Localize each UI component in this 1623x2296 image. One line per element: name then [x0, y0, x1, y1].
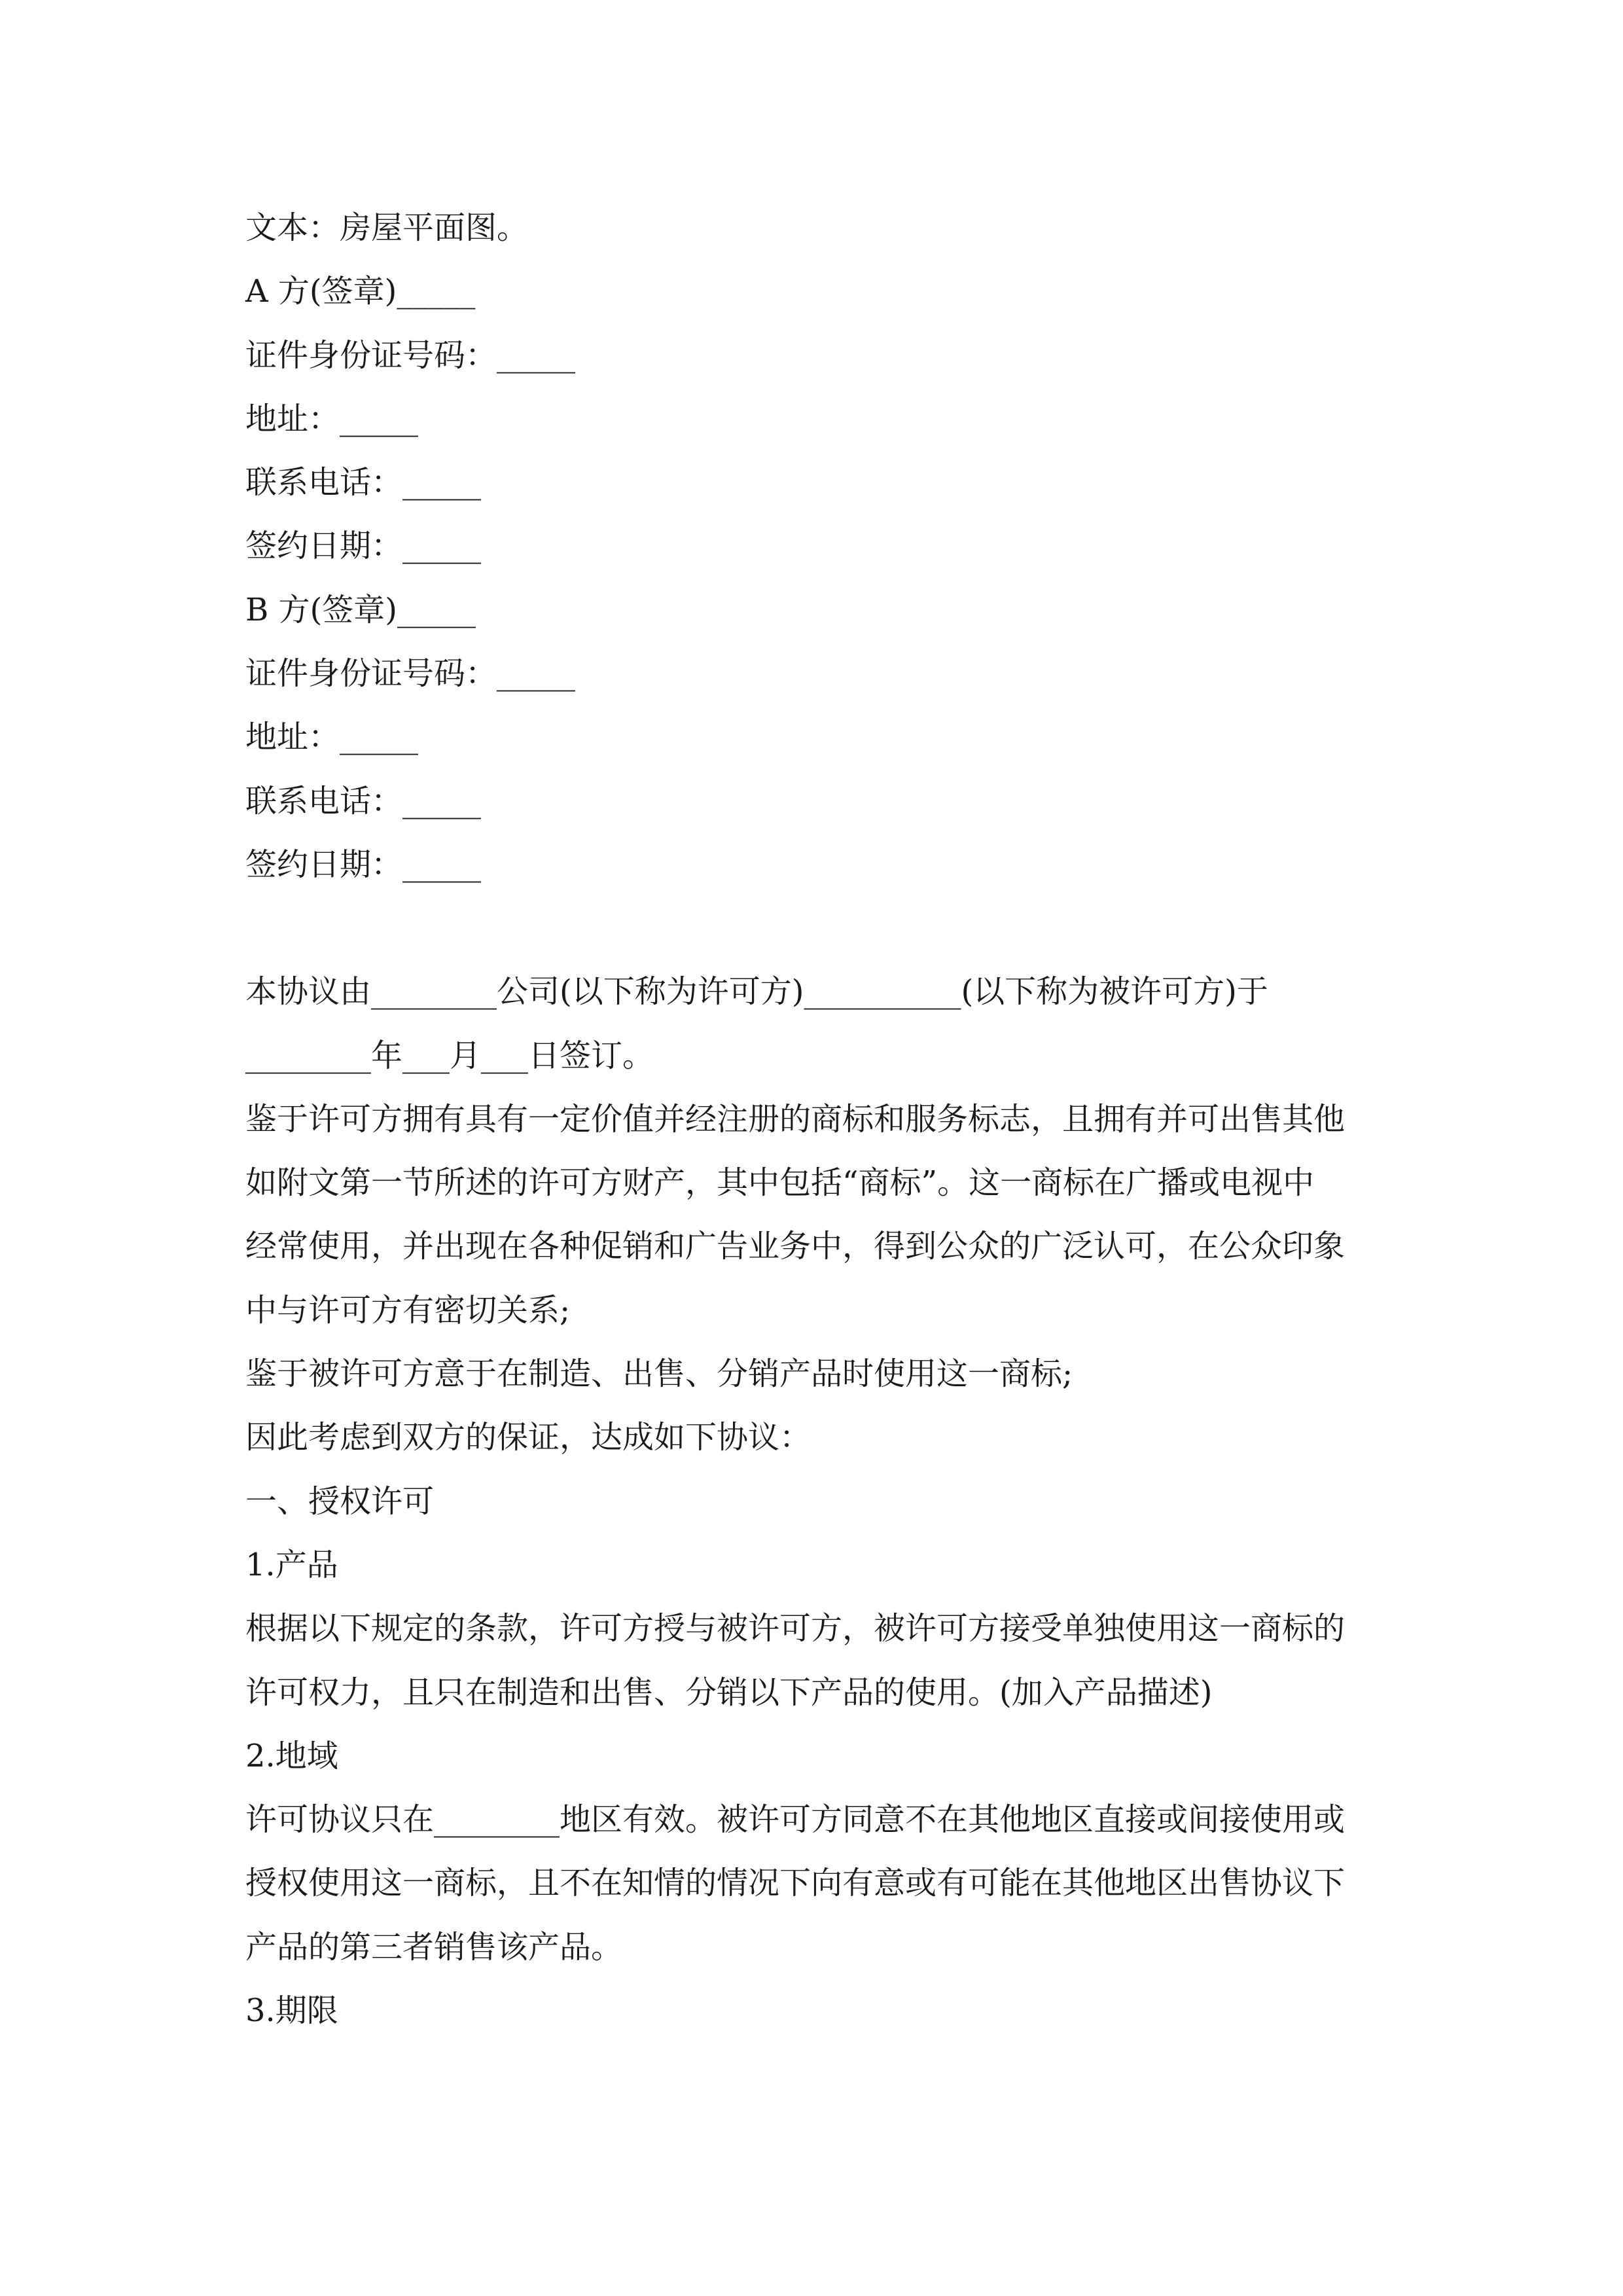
party-a-phone: 联系电话：_____: [245, 464, 482, 501]
attachment-text: 文本：房屋平面图。: [245, 209, 529, 246]
item-1-text-line: 根据以下规定的条款，许可方授与被许可方，被许可方接受单独使用这一商标的: [245, 1610, 1346, 1647]
item-2-text-line: 产品的第三者销售该产品。: [245, 1928, 623, 1965]
party-a-sign-date: 签约日期：_____: [245, 528, 482, 565]
item-3-heading: 3.期限: [245, 1992, 338, 2030]
item-2-text-line: 授权使用这一商标，且不在知情的情况下向有意或有可能在其他地区出售协议下: [245, 1865, 1346, 1902]
section-spacer: [245, 897, 1384, 960]
item-1-text-line: 许可权力，且只在制造和出售、分销以下产品的使用。(加入产品描述): [245, 1674, 1213, 1711]
recital-1-line: 经常使用，并出现在各种促销和广告业务中，得到公众的广泛认可，在公众印象: [245, 1228, 1346, 1265]
item-2-heading: 2.地域: [245, 1737, 338, 1774]
party-b-id-number: 证件身份证号码：_____: [245, 655, 576, 692]
party-b-sign-date: 签约日期：_____: [245, 846, 482, 883]
recital-1-line: 如附文第一节所述的许可方财产，其中包括“商标”。这一商标在广播或电视中: [245, 1164, 1315, 1202]
section-1-heading: 一、授权许可: [245, 1482, 435, 1520]
item-1-heading: 1.产品: [245, 1546, 338, 1583]
agreement-intro-line-1: 本协议由________公司(以下称为许可方)__________(以下称为被许可方)于: [245, 973, 1268, 1011]
party-b-signature: B 方(签章)_____: [245, 591, 476, 628]
party-b-address: 地址：_____: [245, 719, 419, 756]
agreement-intro-line-2: ________年___月___日签订。: [245, 1037, 654, 1074]
party-b-phone: 联系电话：_____: [245, 782, 482, 819]
party-a-address: 地址：_____: [245, 400, 419, 437]
recital-3: 因此考虑到双方的保证，达成如下协议：: [245, 1419, 812, 1456]
document-page: [245, 196, 1384, 2043]
recital-2: 鉴于被许可方意于在制造、出售、分销产品时使用这一商标;: [245, 1355, 1073, 1393]
party-a-id-number: 证件身份证号码：_____: [245, 336, 576, 374]
recital-1-line: 中与许可方有密切关系;: [245, 1291, 571, 1329]
party-a-block: [245, 260, 1384, 578]
recital-1-line: 鉴于许可方拥有具有一定价值并经注册的商标和服务标志，且拥有并可出售其他: [245, 1100, 1346, 1138]
item-2-text-line: 许可协议只在________地区有效。被许可方同意不在其他地区直接或间接使用或: [245, 1801, 1346, 1839]
agreement-body: [245, 960, 1384, 2043]
party-b-block: [245, 579, 1384, 897]
party-a-signature: A 方(签章)_____: [245, 273, 476, 310]
